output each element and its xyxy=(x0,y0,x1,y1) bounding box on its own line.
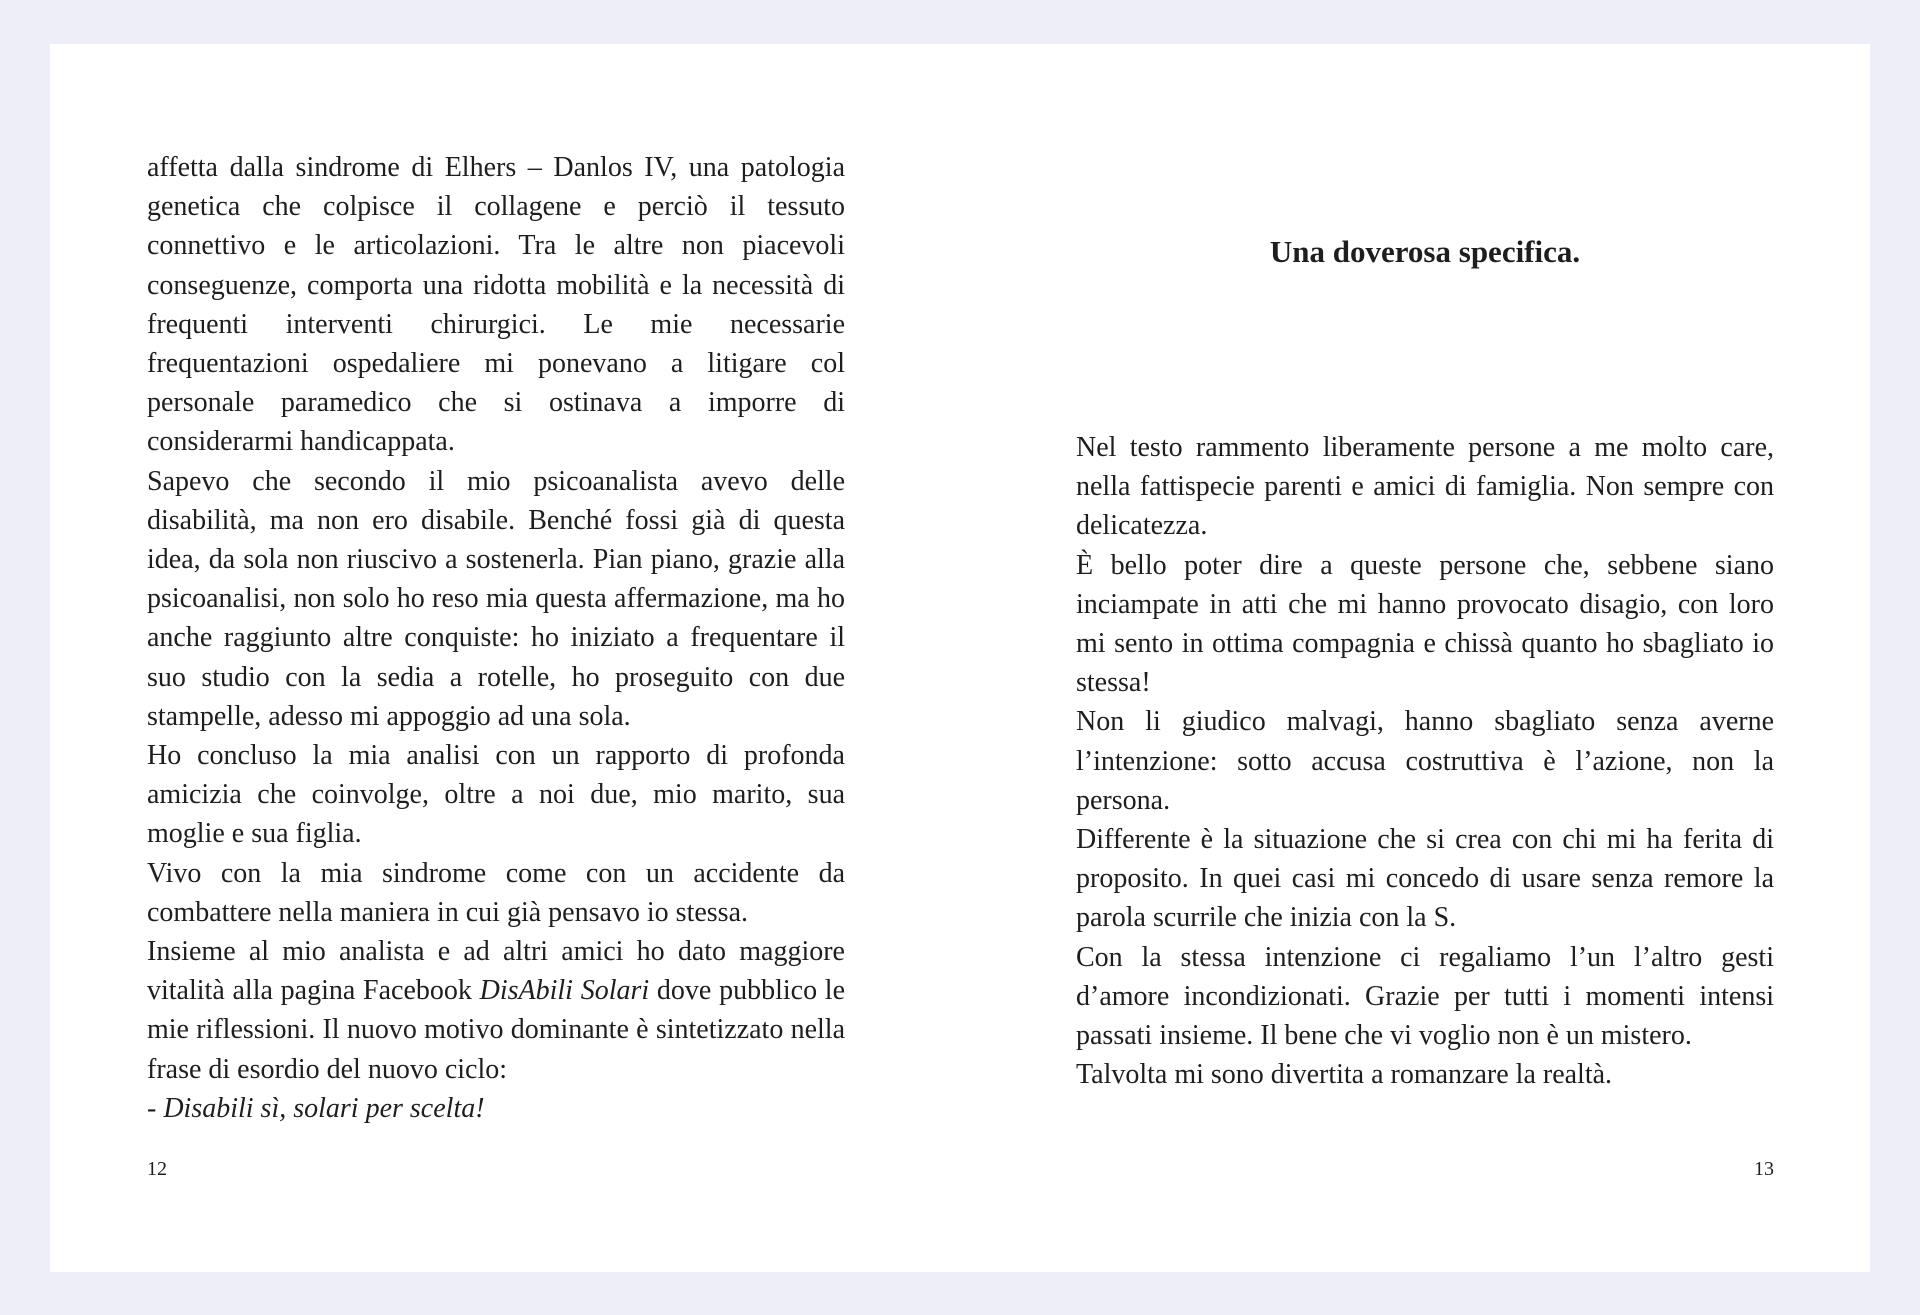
paragraph: Talvolta mi sono divertita a romanzare la realtà. xyxy=(1076,1059,1613,1091)
paragraph-text: dove pubblico le mie riflessioni. Il nuovo motivo dominante è sintetizzato nella frase di esordio del nuovo ciclo: xyxy=(147,975,846,1085)
book-spread xyxy=(50,44,1870,1272)
paragraph: È bello poter dire a queste persone che, sebbene siano inciampate in atti che mi hanno provocato disagio, con loro mi sento in ottima compagnia e chissà quanto ho sbagliato io stessa! xyxy=(1076,549,1774,699)
paragraph: Con la stessa intenzione ci regaliamo l’un l’altro gesti d’amore incondizionati. Grazie per tutti i momenti intensi passati insieme. Il bene che vi voglio non è un mistero. xyxy=(1076,941,1774,1052)
paragraph: Sapevo che secondo il mio psicoanalista avevo delle disabilità, ma non ero disabile. Benché fossi già di questa idea, da sola non riuscivo a sostenerla. Pian piano, grazie alla psicoanalisi, non solo ho reso mia questa affermazione, ma ho anche raggiunto altre conquiste: ho iniziato a frequentare il suo studio con la sedia a rotelle, ho proseguito con due stampelle, adesso mi appoggio ad una sola. xyxy=(147,465,845,732)
page-number-right: 13 xyxy=(1754,1158,1774,1180)
paragraph: Non li giudico malvagi, hanno sbagliato senza averne l’intenzione: sotto accusa costruttiva è l’azione, non la persona. xyxy=(1076,706,1774,816)
paragraph: Vivo con la mia sindrome come con un accidente da combattere nella maniera in cui già pensavo io stessa. xyxy=(147,857,845,928)
facebook-page-name: DisAbili Solari xyxy=(479,975,650,1007)
closing-quote xyxy=(147,1089,845,1128)
section-title: Una doverosa specifica. xyxy=(1269,234,1581,269)
paragraph xyxy=(147,932,845,1089)
paragraph: Ho concluso la mia analisi con un rapporto di profonda amicizia che coinvolge, oltre a noi due, mio marito, sua moglie e sua figlia. xyxy=(147,740,845,850)
right-page-body xyxy=(1076,428,1774,1094)
paragraph: Nel testo rammento liberamente persone a me molto care, nella fattispecie parenti e amici di famiglia. Non sempre con delicatezza. xyxy=(1076,432,1774,542)
paragraph-text: Insieme al mio analista e ad altri amici ho dato maggiore vitalità alla pagina Facebook xyxy=(147,936,845,1007)
paragraph: affetta dalla sindrome di Elhers – Danlos IV, una patologia genetica che colpisce il collagene e perciò il tessuto connettivo e le articolazioni. Tra le altre non piacevoli conseguenze, comporta una ridotta mobilità e la necessità di frequenti interventi chirurgici. Le mie necessarie frequentazioni ospedaliere mi ponevano a litigare col personale paramedico che si ostinava a imporre di considerarmi handicappata. xyxy=(147,152,845,458)
paragraph: Differente è la situazione che si crea con chi mi ha ferita di proposito. In quei casi mi concedo di usare senza remore la parola scurrile che inizia con la S. xyxy=(1076,824,1774,934)
left-page-body xyxy=(147,148,845,1128)
closing-quote-text: - Disabili sì, solari per scelta! xyxy=(147,1092,485,1124)
page-number-left: 12 xyxy=(147,1158,167,1180)
